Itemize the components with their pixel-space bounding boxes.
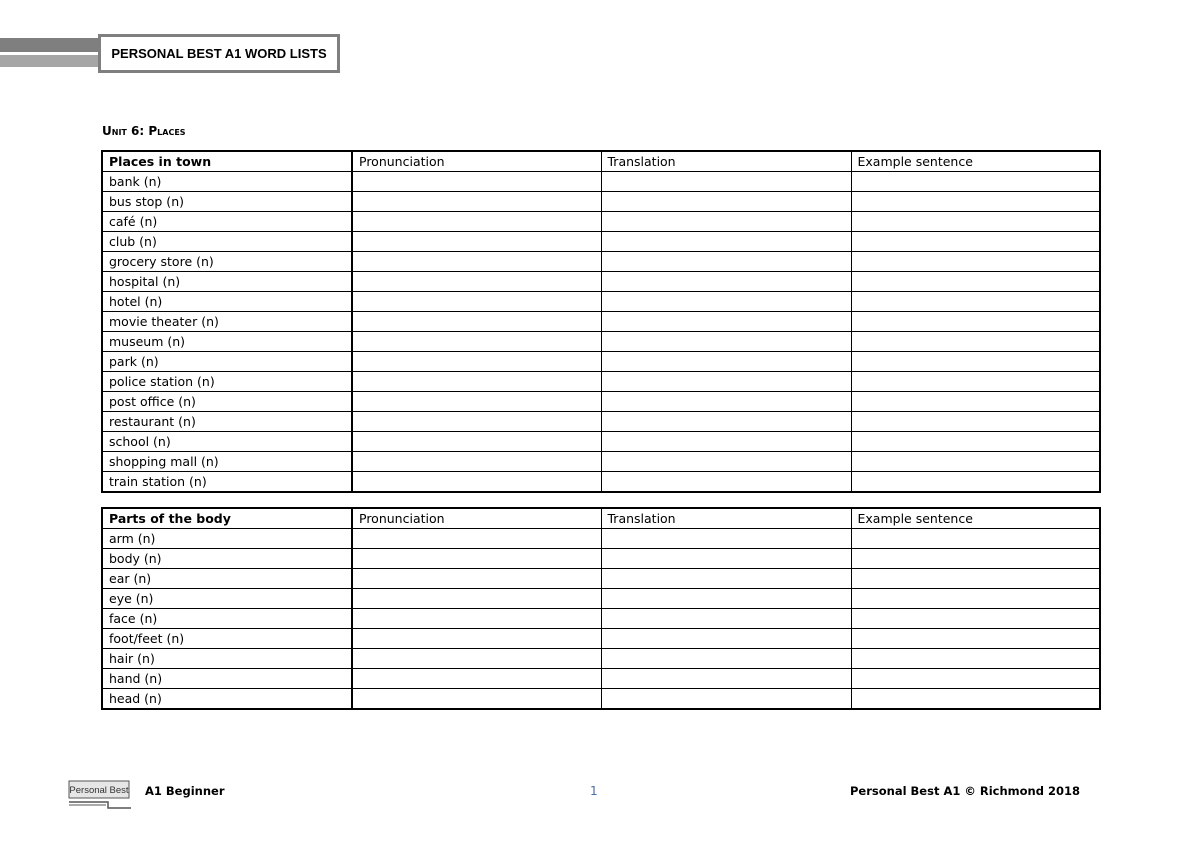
translation-cell[interactable]	[601, 272, 851, 292]
footer	[0, 780, 1200, 812]
pronunciation-cell[interactable]	[352, 332, 601, 352]
word-cell: club (n)	[102, 232, 352, 252]
footer-copyright: Personal Best A1 © Richmond 2018	[850, 784, 1080, 798]
translation-cell[interactable]	[601, 569, 851, 589]
word-cell: face (n)	[102, 609, 352, 629]
translation-cell[interactable]	[601, 172, 851, 192]
word-cell: police station (n)	[102, 372, 352, 392]
pronunciation-cell[interactable]	[352, 609, 601, 629]
table-row	[102, 569, 1100, 589]
table-row	[102, 669, 1100, 689]
table-row	[102, 609, 1100, 629]
word-cell: grocery store (n)	[102, 252, 352, 272]
pronunciation-cell[interactable]	[352, 432, 601, 452]
example-sentence-cell[interactable]	[851, 589, 1100, 609]
pronunciation-cell[interactable]	[352, 472, 601, 493]
example-sentence-cell[interactable]	[851, 252, 1100, 272]
translation-cell[interactable]	[601, 589, 851, 609]
translation-cell[interactable]	[601, 312, 851, 332]
translation-cell[interactable]	[601, 252, 851, 272]
unit-title: Unit 6: Places	[102, 124, 186, 138]
example-sentence-cell[interactable]	[851, 452, 1100, 472]
pronunciation-cell[interactable]	[352, 212, 601, 232]
header-cell-translation: Translation	[601, 151, 851, 172]
translation-cell[interactable]	[601, 372, 851, 392]
translation-cell[interactable]	[601, 472, 851, 493]
word-cell: hand (n)	[102, 669, 352, 689]
table-row	[102, 272, 1100, 292]
word-cell: hospital (n)	[102, 272, 352, 292]
example-sentence-cell[interactable]	[851, 629, 1100, 649]
page-title-box	[98, 34, 340, 73]
header-bar-dark	[0, 38, 100, 52]
translation-cell[interactable]	[601, 212, 851, 232]
example-sentence-cell[interactable]	[851, 332, 1100, 352]
pronunciation-cell[interactable]	[352, 252, 601, 272]
pronunciation-cell[interactable]	[352, 412, 601, 432]
pronunciation-cell[interactable]	[352, 352, 601, 372]
translation-cell[interactable]	[601, 529, 851, 549]
example-sentence-cell[interactable]	[851, 472, 1100, 493]
table-header-row	[102, 508, 1100, 529]
translation-cell[interactable]	[601, 689, 851, 710]
word-cell: ear (n)	[102, 569, 352, 589]
example-sentence-cell[interactable]	[851, 529, 1100, 549]
example-sentence-cell[interactable]	[851, 689, 1100, 710]
example-sentence-cell[interactable]	[851, 569, 1100, 589]
word-cell: bank (n)	[102, 172, 352, 192]
example-sentence-cell[interactable]	[851, 312, 1100, 332]
example-sentence-cell[interactable]	[851, 172, 1100, 192]
word-cell: movie theater (n)	[102, 312, 352, 332]
table-row	[102, 232, 1100, 252]
translation-cell[interactable]	[601, 292, 851, 312]
footer-level: A1 Beginner	[145, 784, 225, 798]
pronunciation-cell[interactable]	[352, 629, 601, 649]
pronunciation-cell[interactable]	[352, 529, 601, 549]
example-sentence-cell[interactable]	[851, 392, 1100, 412]
word-cell: school (n)	[102, 432, 352, 452]
table-row	[102, 412, 1100, 432]
word-cell: train station (n)	[102, 472, 352, 493]
pronunciation-cell[interactable]	[352, 172, 601, 192]
places-rows	[102, 172, 1100, 493]
word-cell: hair (n)	[102, 649, 352, 669]
translation-cell[interactable]	[601, 412, 851, 432]
header-cell-pronunciation: Pronunciation	[352, 151, 601, 172]
page-number: 1	[590, 784, 598, 798]
table-row	[102, 372, 1100, 392]
table-row	[102, 332, 1100, 352]
table-row	[102, 252, 1100, 272]
word-cell: eye (n)	[102, 589, 352, 609]
translation-cell[interactable]	[601, 649, 851, 669]
table-row	[102, 452, 1100, 472]
pronunciation-cell[interactable]	[352, 312, 601, 332]
word-cell: park (n)	[102, 352, 352, 372]
header-cell-translation: Translation	[601, 508, 851, 529]
translation-cell[interactable]	[601, 629, 851, 649]
example-sentence-cell[interactable]	[851, 272, 1100, 292]
translation-cell[interactable]	[601, 609, 851, 629]
example-sentence-cell[interactable]	[851, 372, 1100, 392]
translation-cell[interactable]	[601, 232, 851, 252]
example-sentence-cell[interactable]	[851, 609, 1100, 629]
pronunciation-cell[interactable]	[352, 392, 601, 412]
pronunciation-cell[interactable]	[352, 689, 601, 710]
translation-cell[interactable]	[601, 392, 851, 412]
translation-cell[interactable]	[601, 669, 851, 689]
word-cell: foot/feet (n)	[102, 629, 352, 649]
pronunciation-cell[interactable]	[352, 589, 601, 609]
example-sentence-cell[interactable]	[851, 669, 1100, 689]
table-header-row	[102, 151, 1100, 172]
places-in-town-table	[101, 150, 1101, 493]
pronunciation-cell[interactable]	[352, 549, 601, 569]
table-row	[102, 212, 1100, 232]
example-sentence-cell[interactable]	[851, 649, 1100, 669]
table-row	[102, 172, 1100, 192]
word-cell: shopping mall (n)	[102, 452, 352, 472]
pronunciation-cell[interactable]	[352, 272, 601, 292]
header-cell-example: Example sentence	[851, 508, 1100, 529]
pronunciation-cell[interactable]	[352, 372, 601, 392]
table-row	[102, 629, 1100, 649]
word-cell: hotel (n)	[102, 292, 352, 312]
pronunciation-cell[interactable]	[352, 232, 601, 252]
word-cell: body (n)	[102, 549, 352, 569]
table-row	[102, 292, 1100, 312]
word-cell: bus stop (n)	[102, 192, 352, 212]
word-cell: museum (n)	[102, 332, 352, 352]
example-sentence-cell[interactable]	[851, 292, 1100, 312]
personal-best-logo	[68, 780, 132, 810]
table-row	[102, 549, 1100, 569]
page-title: PERSONAL BEST A1 WORD LISTS	[111, 46, 327, 61]
pronunciation-cell[interactable]	[352, 192, 601, 212]
translation-cell[interactable]	[601, 432, 851, 452]
example-sentence-cell[interactable]	[851, 212, 1100, 232]
example-sentence-cell[interactable]	[851, 412, 1100, 432]
pronunciation-cell[interactable]	[352, 649, 601, 669]
pronunciation-cell[interactable]	[352, 292, 601, 312]
table-row	[102, 589, 1100, 609]
table-row	[102, 689, 1100, 710]
table-row	[102, 472, 1100, 493]
example-sentence-cell[interactable]	[851, 232, 1100, 252]
translation-cell[interactable]	[601, 452, 851, 472]
word-cell: post office (n)	[102, 392, 352, 412]
example-sentence-cell[interactable]	[851, 432, 1100, 452]
table-row	[102, 192, 1100, 212]
table-row	[102, 352, 1100, 372]
table-row	[102, 432, 1100, 452]
example-sentence-cell[interactable]	[851, 192, 1100, 212]
table-row	[102, 529, 1100, 549]
svg-text:Personal Best: Personal Best	[69, 785, 129, 796]
word-cell: café (n)	[102, 212, 352, 232]
header-bar-light	[0, 55, 100, 67]
parts-of-the-body-table	[101, 507, 1101, 710]
translation-cell[interactable]	[601, 332, 851, 352]
header-cell-word: Places in town	[102, 151, 352, 172]
pronunciation-cell[interactable]	[352, 669, 601, 689]
table-row	[102, 312, 1100, 332]
word-cell: restaurant (n)	[102, 412, 352, 432]
table-row	[102, 392, 1100, 412]
example-sentence-cell[interactable]	[851, 549, 1100, 569]
word-cell: head (n)	[102, 689, 352, 710]
word-cell: arm (n)	[102, 529, 352, 549]
header-cell-example: Example sentence	[851, 151, 1100, 172]
body-rows	[102, 529, 1100, 710]
example-sentence-cell[interactable]	[851, 352, 1100, 372]
pronunciation-cell[interactable]	[352, 569, 601, 589]
header-cell-word: Parts of the body	[102, 508, 352, 529]
translation-cell[interactable]	[601, 549, 851, 569]
pronunciation-cell[interactable]	[352, 452, 601, 472]
header-cell-pronunciation: Pronunciation	[352, 508, 601, 529]
table-row	[102, 649, 1100, 669]
translation-cell[interactable]	[601, 352, 851, 372]
translation-cell[interactable]	[601, 192, 851, 212]
